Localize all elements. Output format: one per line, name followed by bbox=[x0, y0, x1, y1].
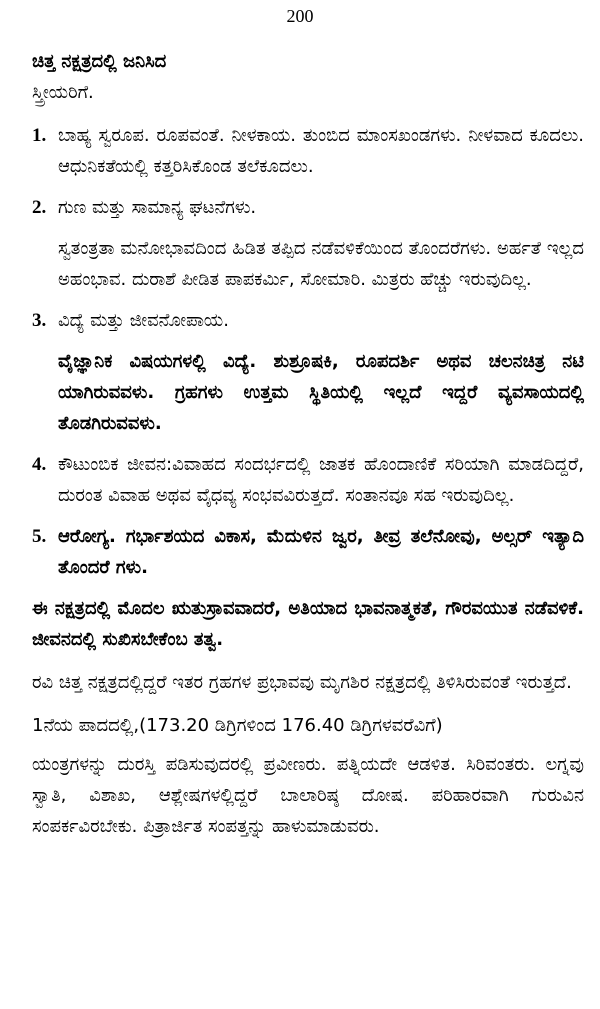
section-heading: ಗುಣ ಮತ್ತು ಸಾಮಾನ್ಯ ಘಟನೆಗಳು. bbox=[58, 197, 257, 218]
section-text: ಬಾಹ್ಯ ಸ್ವರೂಪ. ರೂಪವಂತೆ. ನೀಳಕಾಯ. ತುಂಬಿದ ಮಾಂಸಖಂಡಗಳು. ನೀಳವಾದ ಕೂದಲು. ಆಧುನಿಕತೆಯಲ್ಲಿ ಕತ್ತರಿಸಿಕೊಂಡ ತಲೆಕೂದಲು. bbox=[58, 125, 584, 177]
page-body bbox=[32, 46, 584, 854]
section-number: 1. bbox=[32, 125, 47, 146]
page-number: 200 bbox=[286, 6, 314, 26]
paragraph-ravi: ರವಿ ಚಿತ್ತ ನಕ್ಷತ್ರದಲ್ಲಿದ್ದರೆ ಇತರ ಗ್ರಹಗಳ ಪ್ರಭಾವವು ಮೃಗಶಿರ ನಕ್ಷತ್ರದಲ್ಲಿ ತಿಳಿಸಿರುವಂತೆ ಇರುತ್ತದೆ. bbox=[32, 672, 572, 693]
section-item-3 bbox=[32, 305, 584, 336]
section-item-2 bbox=[32, 192, 584, 223]
chapter-heading-continuation: ಸ್ತ್ರೀಯರಿಗೆ. bbox=[32, 82, 94, 103]
section-text: ಕೌಟುಂಬಿಕ ಜೀವನ:ವಿವಾಹದ ಸಂದರ್ಭದಲ್ಲಿ ಜಾತಕ ಹೊಂದಾಣಿಕೆ ಸರಿಯಾಗಿ ಮಾಡದಿದ್ದರೆ, ದುರಂತ ವಿವಾಹ ಅಥವ ವೈಧವ್ಯ ಸಂಭವವಿರುತ್ತದೆ. ಸಂತಾನವೂ ಸಹ ಇರುವುದಿಲ್ಲ. bbox=[58, 454, 584, 506]
paragraph-menstruation: ಈ ನಕ್ಷತ್ರದಲ್ಲಿ ಮೊದಲ ಋತುಸ್ರಾವವಾದರೆ, ಅತಿಯಾದ ಭಾವನಾತ್ಮಕತೆ, ಗೌರವಯುತ ನಡೆವಳಿಕೆ. ಜೀವನದಲ್ಲಿ ಸುಖಿಸಬೇಕೆಂಬ ತತ್ವ. bbox=[32, 598, 584, 650]
pada-heading: 1ನೆಯ ಪಾದದಲ್ಲಿ,(173.20 ಡಿಗ್ರಿಗಳಿಂದ 176.40 ಡಿಗ್ರಿಗಳವರೆವಿಗೆ) bbox=[32, 715, 443, 736]
section-detail: ವೈಜ್ಞಾನಿಕ ವಿಷಯಗಳಲ್ಲಿ ವಿದ್ಯೆ. ಶುಶ್ರೂಷಕಿ, ರೂಪದರ್ಶಿ ಅಥವ ಚಲನಚಿತ್ರ ನಟಿ ಯಾಗಿರುವವಳು. ಗ್ರಹಗಳು ಉತ್ತಮ ಸ್ಥಿತಿಯಲ್ಲಿ ಇಲ್ಲದೆ ಇದ್ದರೆ ವ್ಯವಸಾಯದಲ್ಲಿ ತೊಡಗಿರುವವಳು. bbox=[58, 351, 584, 434]
section-number: 2. bbox=[32, 197, 47, 218]
section-heading: ವಿದ್ಯೆ ಮತ್ತು ಜೀವನೋಪಾಯ. bbox=[58, 310, 229, 331]
section-item-1 bbox=[32, 120, 584, 182]
section-number: 5. bbox=[32, 526, 47, 547]
section-item-5 bbox=[32, 521, 584, 583]
section-detail: ಸ್ವತಂತ್ರತಾ ಮನೋಭಾವದಿಂದ ಹಿಡಿತ ತಪ್ಪಿದ ನಡೆವಳಿಕೆಯಿಂದ ತೊಂದರೆಗಳು. ಅರ್ಹತೆ ಇಲ್ಲದ ಅಹಂಭಾವ. ದುರಾಶೆ ಪೀಡಿತ ಪಾಪಕರ್ಮಿ, ಸೋಮಾರಿ. ಮಿತ್ರರು ಹೆಚ್ಚು ಇರುವುದಿಲ್ಲ. bbox=[58, 238, 584, 290]
paragraph-pada: ಯಂತ್ರಗಳನ್ನು ದುರಸ್ತಿ ಪಡಿಸುವುದರಲ್ಲಿ ಪ್ರವೀಣರು. ಪತ್ನಿಯದೇ ಆಡಳಿತ. ಸಿರಿವಂತರು. ಲಗ್ನವು ಸ್ವಾತಿ, ವಿಶಾಖ, ಆಶ್ಲೇಷಗಳಲ್ಲಿದ್ದರೆ ಬಾಲಾರಿಷ್ಠ ದೋಷ. ಪರಿಹಾರವಾಗಿ ಗುರುವಿನ ಸಂಪರ್ಕವಿರಬೇಕು. ಪಿತ್ರಾರ್ಜಿತ ಸಂಪತ್ತನ್ನು ಹಾಳುಮಾಡುವರು. bbox=[32, 754, 584, 837]
chapter-heading: ಚಿತ್ತ ನಕ್ಷತ್ರದಲ್ಲಿ ಜನಿಸಿದ bbox=[32, 51, 167, 72]
section-text: ಆರೋಗ್ಯ. ಗರ್ಭಾಶಯದ ವಿಕಾಸ, ಮೆದುಳಿನ ಜ್ವರ, ತೀವ್ರ ತಲೆನೋವು, ಅಲ್ಸರ್ ಇತ್ಯಾದಿ ತೊಂದರೆ ಗಳು. bbox=[58, 526, 584, 578]
section-number: 3. bbox=[32, 310, 47, 331]
section-item-4 bbox=[32, 449, 584, 511]
section-number: 4. bbox=[32, 454, 47, 475]
